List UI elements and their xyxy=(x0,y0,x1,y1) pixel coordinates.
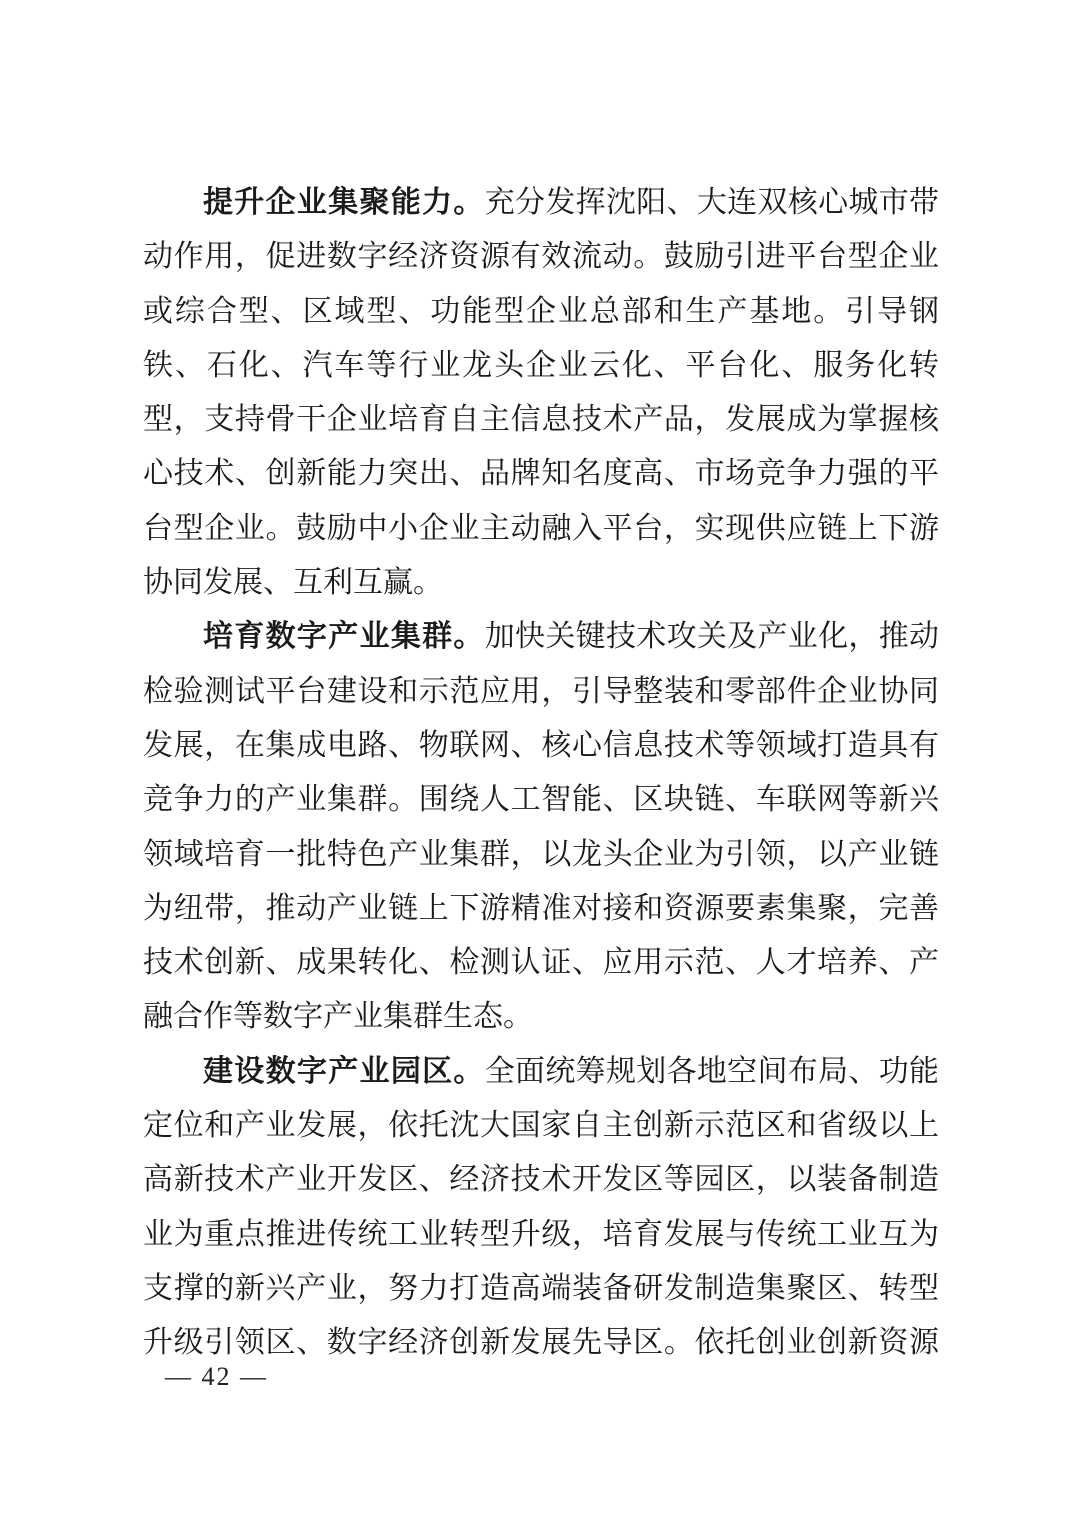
paragraph-line: 台型企业。鼓励中小企业主动融入平台，实现供应链上下游 xyxy=(143,510,939,546)
paragraph-line-text: 全面统筹规划各地空间布局、功能 xyxy=(484,1053,940,1089)
paragraph-line: 检验测试平台建设和示范应用，引导整装和零部件企业协同 xyxy=(143,673,939,709)
paragraph-line: 动作用，促进数字经济资源有效流动。鼓励引进平台型企业 xyxy=(143,239,939,275)
paragraph-line: 领域培育一批特色产业集群，以龙头企业为引领，以产业链 xyxy=(143,836,939,872)
paragraph-lead-heading: 培育数字产业集群。 xyxy=(203,619,485,655)
paragraph-lead-heading: 建设数字产业园区。 xyxy=(203,1053,485,1089)
paragraph-line: 或综合型、区域型、功能型企业总部和生产基地。引导钢 xyxy=(143,293,939,329)
paragraph-line: 心技术、创新能力突出、品牌知名度高、市场竞争力强的平 xyxy=(143,456,939,492)
paragraph-line: 发展，在集成电路、物联网、核心信息技术等领域打造具有 xyxy=(143,727,939,763)
paragraph-line: 升级引领区、数字经济创新发展先导区。依托创业创新资源 xyxy=(143,1325,939,1361)
paragraph-line: 定位和产业发展，依托沈大国家自主创新示范区和省级以上 xyxy=(143,1108,939,1144)
paragraph-lead-heading: 提升企业集聚能力。 xyxy=(203,185,485,220)
paragraph-first-line xyxy=(143,176,939,230)
paragraph-line: 支撑的新兴产业，努力打造高端装备研发制造集聚区、转型 xyxy=(143,1270,939,1306)
paragraph-line: 竞争力的产业集群。围绕人工智能、区块链、车联网等新兴 xyxy=(143,782,939,818)
paragraph-line-text: 充分发挥沈阳、大连双核心城市带 xyxy=(484,185,940,220)
paragraph-digital-industry-parks xyxy=(143,1045,939,1371)
page-number: — 42 — xyxy=(165,1362,268,1391)
paragraph-digital-industry-clusters xyxy=(143,610,939,1044)
paragraph-line: 为纽带，推动产业链上下游精准对接和资源要素集聚，完善 xyxy=(143,890,939,926)
paragraph-line: 铁、石化、汽车等行业龙头企业云化、平台化、服务化转 xyxy=(143,347,939,383)
paragraph-line: 高新技术产业开发区、经济技术开发区等园区，以装备制造 xyxy=(143,1162,939,1198)
paragraph-line: 型，支持骨干企业培育自主信息技术产品，发展成为掌握核 xyxy=(143,402,939,438)
paragraph-enterprise-agglomeration xyxy=(143,176,939,610)
paragraph-first-line xyxy=(143,1045,939,1099)
paragraph-first-line xyxy=(143,610,939,664)
paragraph-line: 融合作等数字产业集群生态。 xyxy=(143,999,533,1035)
body-text xyxy=(143,176,939,1371)
paragraph-line-text: 加快关键技术攻关及产业化，推动 xyxy=(484,619,940,655)
paragraph-line: 协同发展、互利互赢。 xyxy=(143,565,443,601)
paragraph-line: 业为重点推进传统工业转型升级，培育发展与传统工业互为 xyxy=(143,1216,939,1252)
paragraph-line: 技术创新、成果转化、检测认证、应用示范、人才培养、产 xyxy=(143,945,939,981)
